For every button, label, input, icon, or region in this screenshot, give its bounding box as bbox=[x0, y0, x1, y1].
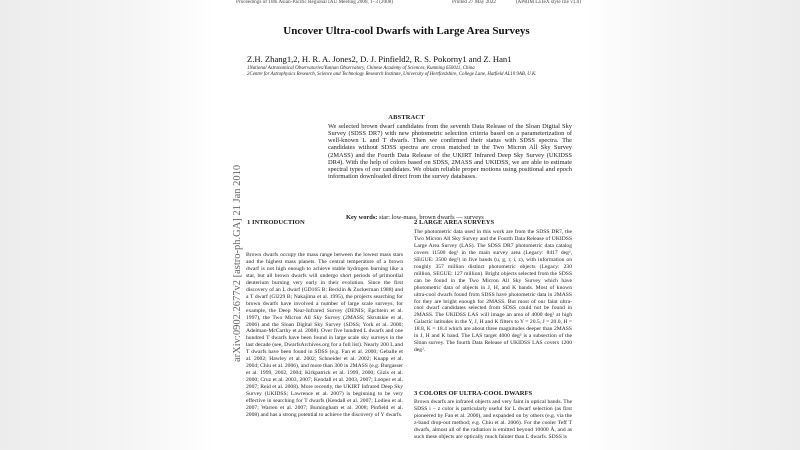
section-heading-colors: 3 COLORS OF ULTRA-COOL DWARFS bbox=[414, 390, 533, 397]
paper-title: Uncover Ultra-cool Dwarfs with Large Area Surveys bbox=[283, 25, 530, 37]
affiliation-2: 2Centre for Astrophysics Research, Science and Technology Research Institute, University of Hertfordshire, College Lane, Hatfield AL10 9AB, U.K. bbox=[247, 72, 537, 77]
right-blur-background bbox=[585, 0, 800, 450]
keywords-value: star: low-mass, brown dwarfs — surveys bbox=[379, 214, 484, 221]
author-list: Z.H. Zhang1,2, H. R. A. Jones2, D. J. Pinfield2, R. S. Pokorny1 and Z. Han1 bbox=[247, 54, 512, 64]
printed-date: Printed 27 May 2022 bbox=[452, 0, 496, 5]
style-file-info: (APRIM LaTeX style file v1.0) bbox=[515, 0, 581, 5]
colors-text: Brown dwarfs are infrared objects and very faint in optical bands. The SDSS i − z color is particularly useful for L dwarf selection (as first pioneered by Fan et al. 2000), and expanded on by others (e.g. via the z-band drop-out method; e.g. Chiu et al. 2006). For the cooler Teff T dwarfs, almost all of the radiation is emitted beyond 10000 Å, and as such these objects are optically much fainter than L dwarfs. SDSS is bbox=[414, 399, 572, 440]
section-heading-introduction: 1 INTRODUCTION bbox=[247, 219, 305, 226]
introduction-text: Brown dwarfs occupy the mass range between the lowest mass stars and the highest mass planets. The central temperature of a brown dwarf is not high enough to achieve stable hydrogen burning like a star, but all brown dwarfs will undergo short periods of primordial deuterium burning very early in their evolution. Since the first discovery of an L dwarf (GD165 B; Becklin & Zuckerman 1988) and a T dwarf (Gl229 B; Nakajima et al. 1995), the projects searching for brown dwarfs have involved a number of large scale surveys, for example, the Deep Near-Infrared Survey (DENIS; Epchtein et al. 1997), the Two Micron All Sky Survey (2MASS; Skrutskie et al. 2006) and the Sloan Digital Sky Survey (SDSS; York et al. 2000; Adelman-McCarthy et al. 2008). Over five hundred L dwarfs and one hundred T dwarfs have been found in large scale sky surveys in the last decade (see, DwarfsArchives.org for a full list). Nearly 200 L and T dwarfs have been found in SDSS (e.g. Fan et al. 2000; Geballe et al. 2002; Hawley et al. 2002; Schneider et al. 2002; Knapp et al. 2004; Chiu et al. 2006), and more than 300 in 2MASS (e.g. Burgasser et al. 1999, 2002, 2004; Kirkpatrick et al. 1999, 2000; Gizis et al. 2000; Cruz et al. 2003, 2007; Kendall et al. 2003, 2007; Looper et al. 2007; Reid et al. 2008). More recently, the UKIRT Infrared Deep Sky Survey (UKIDSS; Lawrence et al. 2007) is beginning to be very effective in searching for T dwarfs (Kendall et al. 2007; Lodieu et al. 2007; Warren et al. 2007; Burningham et al. 2008; Pinfield et al. 2008) and has a strong potential to achieve the discovery of Y dwarfs. bbox=[246, 252, 403, 418]
section-heading-large-area-surveys: 2 LARGE AREA SURVEYS bbox=[414, 219, 495, 226]
abstract-heading: ABSTRACT bbox=[388, 114, 425, 121]
large-area-surveys-text: The photometric data used in this work are from the SDSS DR7, the Two Micron All Sky Survey and the Fourth Data Release of UKIDSS Large Area Survey (LAS). The SDSS DR7 photometric data catalog covers 11500 deg² in the main survey area (Legacy: 8417 deg², SEGUE: 3500 deg²) in five bands (u, g, r, i, z), with information on roughly 357 million distinct photometric objects (Legacy: 230 million, SEGUE: 127 million). Bright objects selected from the SDSS can be found in the Two Micron All Sky Survey which have photometric data of objects in J, H, and K bands. Most of known ultra-cool dwarfs found from SDSS have photometric data in 2MASS for they are bright enough for 2MASS. But most of our faint ultra-cool dwarf candidates selected from SDSS could not be found in 2MASS. The UKIDSS LAS will image an area of 4000 deg² at high Galactic latitudes in the Y, J, H and K filters to Y = 20.5, J = 20.0, H = 18.8, K = 18.4 which are about three magnitudes deeper than 2MASS in J, H and K band. The LAS target 4000 deg² is a subsection of the Sloan survey. The fourth Data Release of UKIDSS LAS covers 1200 deg². bbox=[414, 229, 572, 354]
affiliation-1: 1National Astronomical Observatories/Yunnan Observatory, Chinese Academy of Sciences, Kunming 650011, China bbox=[247, 66, 475, 71]
proceedings-info: Proceedings of 10th Asian-Pacific Regional IAU Meeting 2008, 1–3 (2008) bbox=[236, 0, 394, 5]
left-blur-background bbox=[0, 0, 215, 450]
arxiv-identifier-stamp bbox=[232, 332, 243, 362]
keywords-label: Key words: bbox=[346, 214, 378, 221]
abstract-text: We selected brown dwarf candidates from the seventh Data Release of the Sloan Digital Sky Survey (SDSS DR7) with new photometric selection criteria based on a parameterization of well-known L and T dwarfs. Then we confirmed their status with SDSS spectra. The candidates without SDSS spectra are cross matched in the Two Micron All Sky Survey (2MASS) and the Fourth Data Release of the UKIRT Infrared Deep Sky Survey (UKIDSS DR4). With the help of colors based on SDSS, 2MASS and UKIDSS, we are able to estimate spectral types of our candidates. We obtain reliable proper motions using positional and epoch information downloaded direct from the survey databases. bbox=[328, 123, 572, 181]
paper-page bbox=[228, 0, 585, 450]
